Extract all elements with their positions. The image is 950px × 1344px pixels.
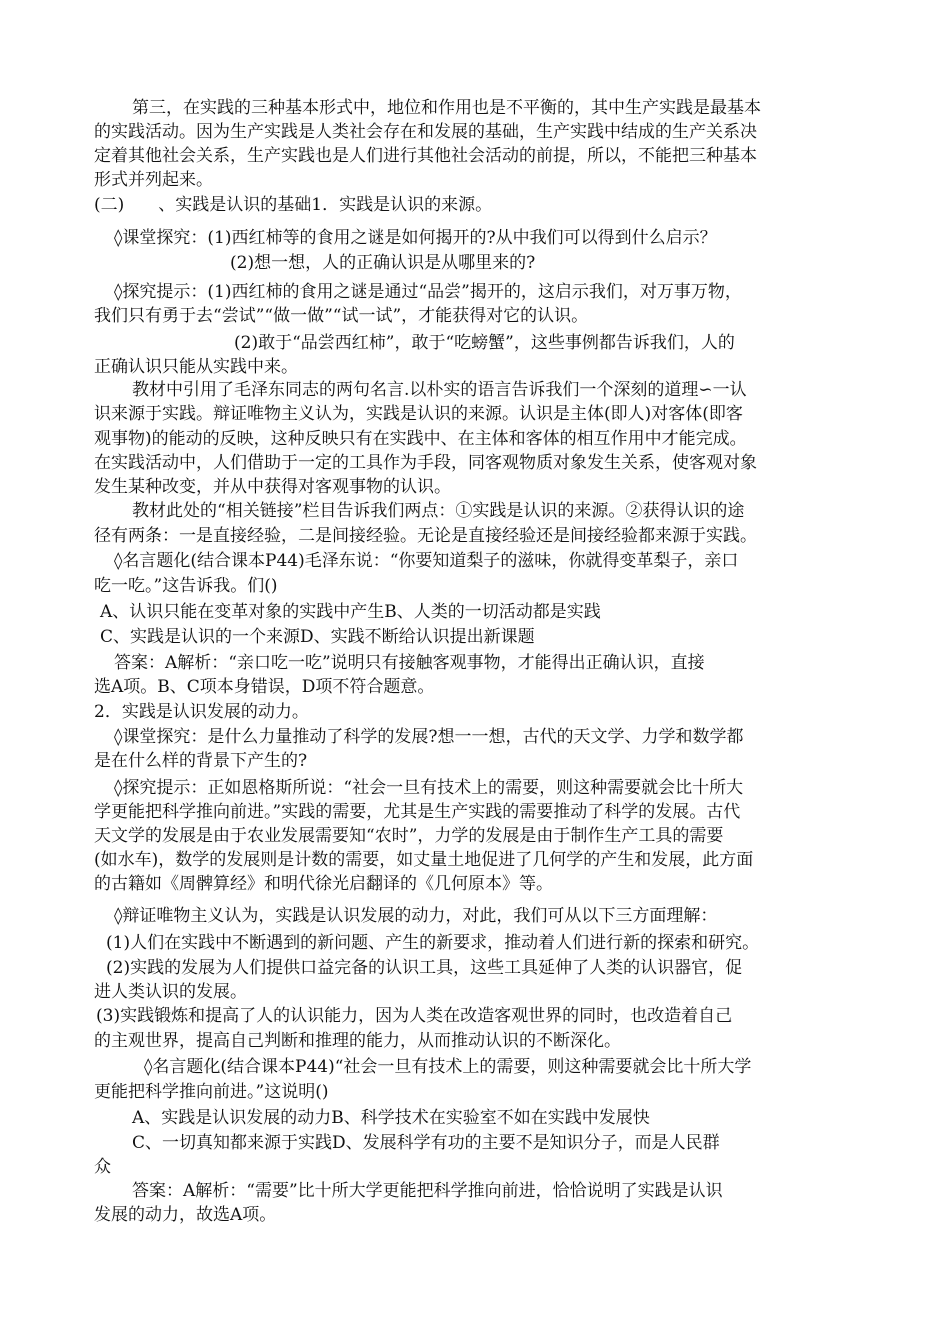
answer-line: 答案：A解析：“亲口吃一吃”说明只有接触客观事物，才能得出正确认识，直接 bbox=[114, 653, 705, 673]
text-line: 的实践活动。因为生产实践是人类社会存在和发展的基础，生产实践中结成的生产关系决 bbox=[94, 122, 757, 142]
answer-line: 答案：A解析：“需要”比十所大学更能把科学推向前进，恰恰说明了实践是认识 bbox=[132, 1181, 723, 1201]
text-line: (2)想一想，人的正确认识是从哪里来的? bbox=[230, 253, 536, 273]
text-line: 更能把科学推向前进。”这说明() bbox=[94, 1082, 329, 1102]
text-line: 天文学的发展是由于农业发展需要知“农时”，力学的发展是由于制作生产工具的需要 bbox=[94, 826, 724, 846]
option-line: A、认识只能在变革对象的实践中产生B、人类的一切活动都是实践 bbox=[100, 602, 601, 622]
text-line: ◊探究提示：(1)西红柿的食用之谜是通过“品尝”揭开的，这启示我们，对万事万物， bbox=[114, 282, 742, 302]
text-line: (3)实践锻炼和提高了人的认识能力，因为人类在改造客观世界的同时，也改造着自己 bbox=[96, 1006, 733, 1026]
text-line: 进人类认识的发展。 bbox=[94, 982, 247, 1002]
text-line: ◊探究提示：正如恩格斯所说：“社会一旦有技术上的需要，则这种需要就会比十所大 bbox=[114, 778, 744, 798]
text-line: 识来源于实践。辩证唯物主义认为，实践是认识的来源。认识是主体(即人)对客体(即客 bbox=[94, 404, 743, 424]
text-line: 我们只有勇于去“尝试”“做一做”“试一试”，才能获得对它的认识。 bbox=[94, 306, 589, 326]
text-line: 学更能把科学推向前进。”实践的需要，尤其是生产实践的需要推动了科学的发展。古代 bbox=[94, 802, 741, 822]
option-line: A、实践是认识发展的动力B、科学技术在实验室不如在实践中发展快 bbox=[132, 1108, 650, 1128]
text-line: 在实践活动中，人们借助于一定的工具作为手段，同客观物质对象发生关系，使客观对象 bbox=[94, 453, 757, 473]
text-line: 的古籍如《周髀算经》和明代徐光启翻译的《几何原本》等。 bbox=[94, 874, 553, 894]
text-line: 形式并列起来。 bbox=[94, 170, 213, 190]
option-line: C、一切真知都来源于实践D、发展科学有功的主要不是知识分子，而是人民群 bbox=[132, 1133, 720, 1153]
text-line: ◊名言题化(结合课本P44)“社会一旦有技术上的需要，则这种需要就会比十所大学 bbox=[144, 1057, 752, 1077]
text-line: 发生某种改变，并从中获得对客观事物的认识。 bbox=[94, 477, 451, 497]
text-line: 教材此处的“相关链接”栏目告诉我们两点：①实践是认识的来源。②获得认识的途 bbox=[132, 501, 745, 521]
text-line: (2)敢于“品尝西红柿”，敢于“吃螃蟹”，这些事例都告诉我们，人的 bbox=[234, 333, 735, 353]
text-line: 是在什么样的背景下产生的? bbox=[94, 751, 308, 771]
section-heading: 2．实践是认识发展的动力。 bbox=[94, 702, 309, 722]
answer-line: 选A项。B、C项本身错误，D项不符合题意。 bbox=[94, 677, 435, 697]
text-line: 定着其他社会关系，生产实践也是人们进行其他社会活动的前提，所以，不能把三种基本 bbox=[94, 146, 757, 166]
text-line: (1)人们在实践中不断遇到的新问题、产生的新要求，推动着人们进行新的探索和研究。 bbox=[106, 933, 760, 953]
text-line: 吃一吃。”这告诉我。们() bbox=[94, 576, 278, 596]
text-line: ◊课堂探究：(1)西红柿等的食用之谜是如何揭开的?从中我们可以得到什么启示？ bbox=[114, 228, 717, 248]
text-line: ◊辩证唯物主义认为，实践是认识发展的动力，对此，我们可从以下三方面理解： bbox=[114, 906, 718, 926]
text-line: ◊名言题化(结合课本P44)毛泽东说：“你要知道梨子的滋味，你就得变革梨子，亲口 bbox=[114, 551, 739, 571]
text-line: (如水车)，数学的发展则是计数的需要，如丈量土地促进了几何学的产生和发展，此方面 bbox=[94, 850, 754, 870]
text-line: 众 bbox=[94, 1157, 111, 1177]
text-line: 正确认识只能从实践中来。 bbox=[94, 357, 298, 377]
text-line: ◊课堂探究：是什么力量推动了科学的发展?想一一想，古代的天文学、力学和数学都 bbox=[114, 727, 744, 747]
section-heading: (二) 、实践是认识的基础1．实践是认识的来源。 bbox=[94, 195, 493, 215]
text-line: (2)实践的发展为人们提供口益完备的认识工具，这些工具延伸了人类的认识器官，促 bbox=[106, 958, 743, 978]
text-line: 教材中引用了毛泽东同志的两句名言.以朴实的语言告诉我们一个深刻的道理∽一认 bbox=[132, 380, 747, 400]
text-line: 第三，在实践的三种基本形式中，地位和作用也是不平衡的，其中生产实践是最基本 bbox=[132, 98, 761, 118]
text-line: 径有两条：一是直接经验，二是间接经验。无论是直接经验还是间接经验都来源于实践。 bbox=[94, 526, 757, 546]
text-line: 观事物)的能动的反映，这种反映只有在实践中、在主体和客体的相互作用中才能完成。 bbox=[94, 429, 747, 449]
answer-line: 发展的动力，故选A项。 bbox=[94, 1205, 277, 1225]
option-line: C、实践是认识的一个来源D、实践不断给认识提出新课题 bbox=[100, 627, 535, 647]
text-line: 的主观世界，提高自己判断和推理的能力，从而推动认识的不断深化。 bbox=[94, 1031, 621, 1051]
